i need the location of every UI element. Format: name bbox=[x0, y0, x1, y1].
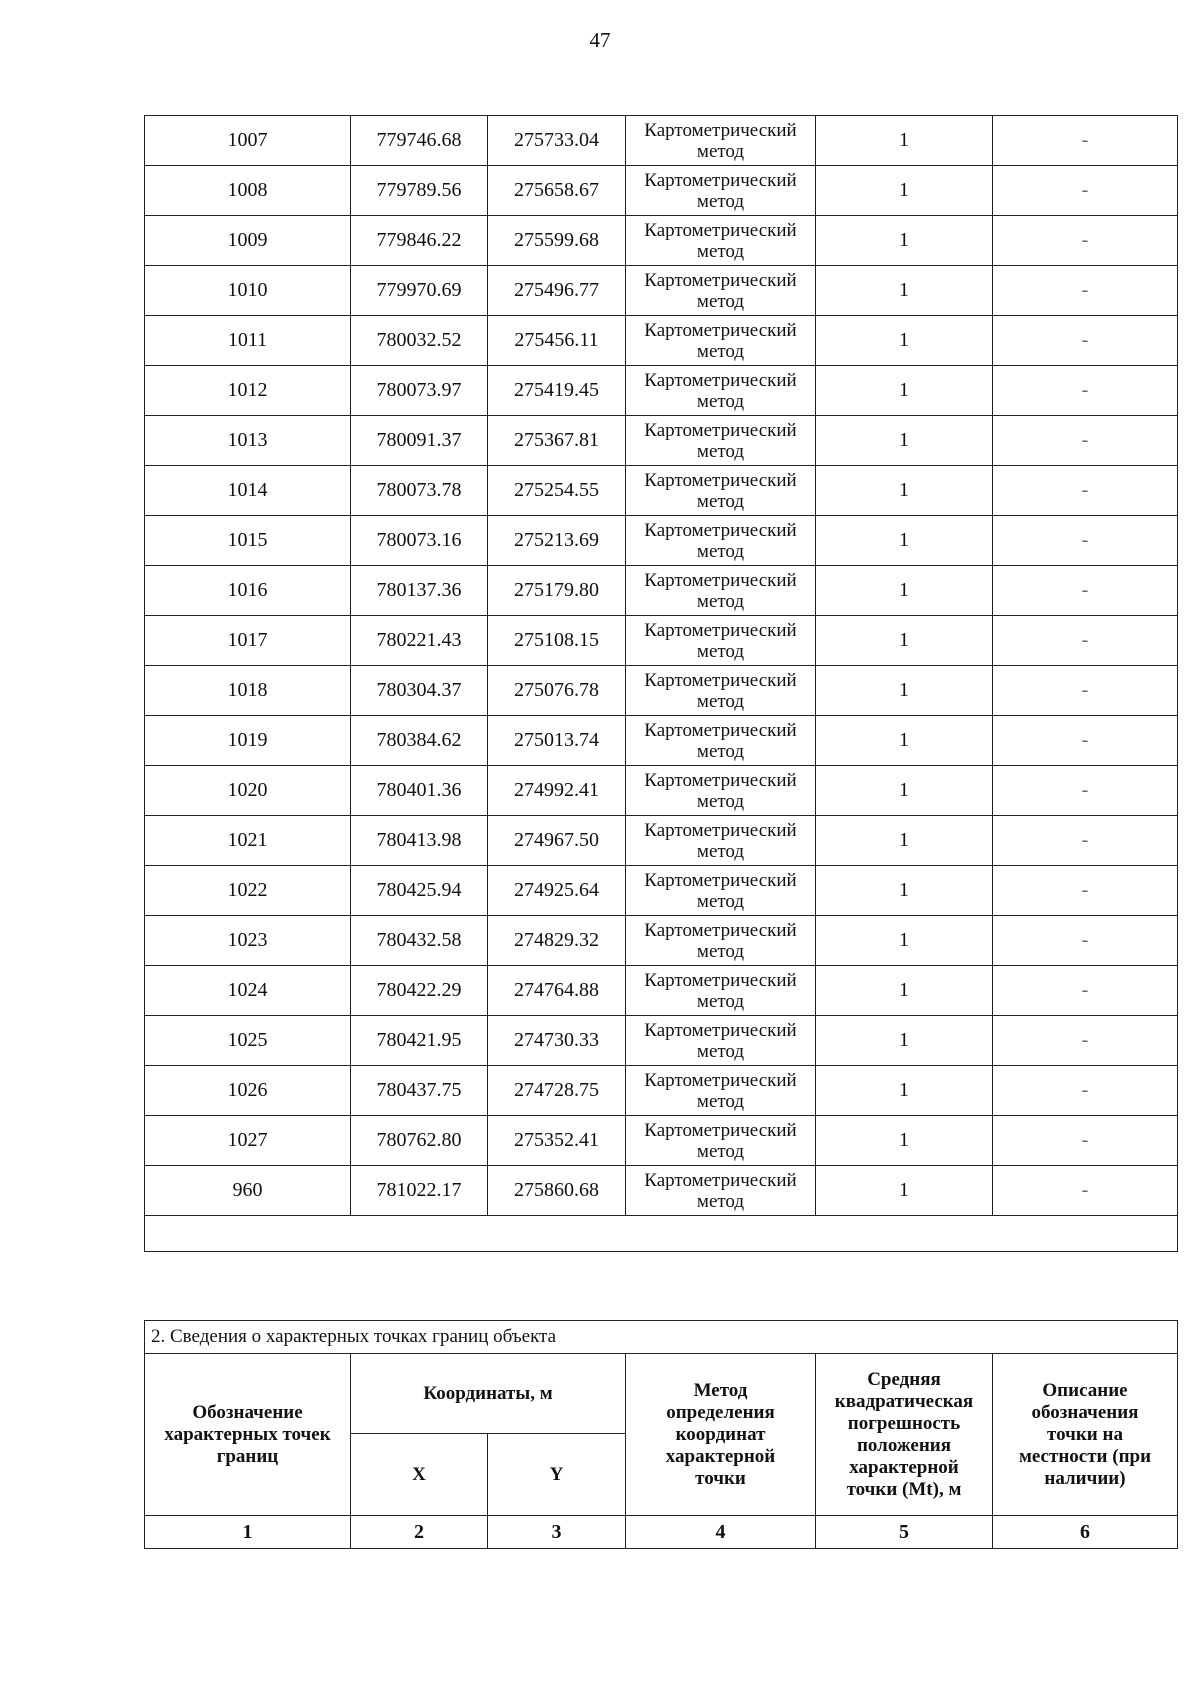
x-coordinate-cell: 779846.22 bbox=[351, 216, 488, 266]
x-coordinate-cell: 780422.29 bbox=[351, 966, 488, 1016]
y-coordinate-cell: 274829.32 bbox=[488, 916, 626, 966]
description-cell: - bbox=[993, 216, 1178, 266]
point-id-cell: 1019 bbox=[145, 716, 351, 766]
description-cell: - bbox=[993, 266, 1178, 316]
x-coordinate-cell: 779789.56 bbox=[351, 166, 488, 216]
method-cell: Картометрический метод bbox=[626, 616, 816, 666]
method-cell: Картометрический метод bbox=[626, 916, 816, 966]
y-coordinate-cell: 275496.77 bbox=[488, 266, 626, 316]
mean-error-cell: 1 bbox=[816, 366, 993, 416]
x-coordinate-cell: 780425.94 bbox=[351, 866, 488, 916]
mean-error-cell: 1 bbox=[816, 666, 993, 716]
table-row bbox=[145, 166, 1178, 216]
x-coordinate-cell: 779970.69 bbox=[351, 266, 488, 316]
x-coordinate-cell: 780437.75 bbox=[351, 1066, 488, 1116]
header-coordinates: Координаты, м bbox=[351, 1354, 626, 1434]
mean-error-cell: 1 bbox=[816, 266, 993, 316]
point-id-cell: 1024 bbox=[145, 966, 351, 1016]
point-id-cell: 960 bbox=[145, 1166, 351, 1216]
column-number: 3 bbox=[488, 1516, 626, 1549]
column-number: 1 bbox=[145, 1516, 351, 1549]
mean-error-cell: 1 bbox=[816, 916, 993, 966]
x-coordinate-cell: 780401.36 bbox=[351, 766, 488, 816]
method-cell: Картометрический метод bbox=[626, 216, 816, 266]
y-coordinate-cell: 275254.55 bbox=[488, 466, 626, 516]
x-coordinate-cell: 780421.95 bbox=[351, 1016, 488, 1066]
table-row bbox=[145, 816, 1178, 866]
mean-error-cell: 1 bbox=[816, 316, 993, 366]
column-number: 6 bbox=[993, 1516, 1178, 1549]
x-coordinate-cell: 780432.58 bbox=[351, 916, 488, 966]
y-coordinate-cell: 275013.74 bbox=[488, 716, 626, 766]
method-cell: Картометрический метод bbox=[626, 116, 816, 166]
table-row bbox=[145, 1166, 1178, 1216]
method-cell: Картометрический метод bbox=[626, 966, 816, 1016]
method-cell: Картометрический метод bbox=[626, 1116, 816, 1166]
y-coordinate-cell: 275733.04 bbox=[488, 116, 626, 166]
description-cell: - bbox=[993, 816, 1178, 866]
description-cell: - bbox=[993, 1016, 1178, 1066]
method-cell: Картометрический метод bbox=[626, 866, 816, 916]
header-x: X bbox=[351, 1434, 488, 1516]
column-number: 4 bbox=[626, 1516, 816, 1549]
method-cell: Картометрический метод bbox=[626, 316, 816, 366]
point-id-cell: 1010 bbox=[145, 266, 351, 316]
method-cell: Картометрический метод bbox=[626, 1066, 816, 1116]
description-cell: - bbox=[993, 416, 1178, 466]
y-coordinate-cell: 275179.80 bbox=[488, 566, 626, 616]
y-coordinate-cell: 274728.75 bbox=[488, 1066, 626, 1116]
table-row bbox=[145, 1066, 1178, 1116]
y-coordinate-cell: 275108.15 bbox=[488, 616, 626, 666]
description-cell: - bbox=[993, 916, 1178, 966]
y-coordinate-cell: 275456.11 bbox=[488, 316, 626, 366]
point-id-cell: 1009 bbox=[145, 216, 351, 266]
x-coordinate-cell: 781022.17 bbox=[351, 1166, 488, 1216]
x-coordinate-cell: 780032.52 bbox=[351, 316, 488, 366]
point-id-cell: 1020 bbox=[145, 766, 351, 816]
mean-error-cell: 1 bbox=[816, 1116, 993, 1166]
mean-error-cell: 1 bbox=[816, 766, 993, 816]
point-id-cell: 1016 bbox=[145, 566, 351, 616]
table-row bbox=[145, 1016, 1178, 1066]
x-coordinate-cell: 780384.62 bbox=[351, 716, 488, 766]
y-coordinate-cell: 275367.81 bbox=[488, 416, 626, 466]
method-cell: Картометрический метод bbox=[626, 416, 816, 466]
point-id-cell: 1012 bbox=[145, 366, 351, 416]
section2-caption: 2. Сведения о характерных точках границ объекта bbox=[145, 1321, 1178, 1354]
point-id-cell: 1011 bbox=[145, 316, 351, 366]
mean-error-cell: 1 bbox=[816, 1016, 993, 1066]
y-coordinate-cell: 274925.64 bbox=[488, 866, 626, 916]
x-coordinate-cell: 780073.78 bbox=[351, 466, 488, 516]
description-cell: - bbox=[993, 716, 1178, 766]
table-row bbox=[145, 766, 1178, 816]
table-row bbox=[145, 416, 1178, 466]
table-row bbox=[145, 116, 1178, 166]
description-cell: - bbox=[993, 1066, 1178, 1116]
y-coordinate-cell: 274967.50 bbox=[488, 816, 626, 866]
description-cell: - bbox=[993, 316, 1178, 366]
mean-error-cell: 1 bbox=[816, 116, 993, 166]
description-cell: - bbox=[993, 666, 1178, 716]
description-cell: - bbox=[993, 966, 1178, 1016]
method-cell: Картометрический метод bbox=[626, 366, 816, 416]
x-coordinate-cell: 780413.98 bbox=[351, 816, 488, 866]
mean-error-cell: 1 bbox=[816, 1066, 993, 1116]
mean-error-cell: 1 bbox=[816, 1166, 993, 1216]
description-cell: - bbox=[993, 566, 1178, 616]
description-cell: - bbox=[993, 466, 1178, 516]
point-id-cell: 1007 bbox=[145, 116, 351, 166]
table-row bbox=[145, 716, 1178, 766]
table-row bbox=[145, 1116, 1178, 1166]
y-coordinate-cell: 274764.88 bbox=[488, 966, 626, 1016]
point-id-cell: 1008 bbox=[145, 166, 351, 216]
section2-table bbox=[144, 1320, 1178, 1549]
y-coordinate-cell: 275658.67 bbox=[488, 166, 626, 216]
description-cell: - bbox=[993, 616, 1178, 666]
method-cell: Картометрический метод bbox=[626, 466, 816, 516]
y-coordinate-cell: 275213.69 bbox=[488, 516, 626, 566]
coordinates-table bbox=[144, 115, 1178, 1252]
mean-error-cell: 1 bbox=[816, 416, 993, 466]
point-id-cell: 1014 bbox=[145, 466, 351, 516]
x-coordinate-cell: 780304.37 bbox=[351, 666, 488, 716]
description-cell: - bbox=[993, 116, 1178, 166]
y-coordinate-cell: 274730.33 bbox=[488, 1016, 626, 1066]
page-number: 47 bbox=[589, 28, 611, 52]
table-row bbox=[145, 866, 1178, 916]
method-cell: Картометрический метод bbox=[626, 816, 816, 866]
coordinates-table-body bbox=[145, 116, 1178, 1252]
point-id-cell: 1027 bbox=[145, 1116, 351, 1166]
point-id-cell: 1023 bbox=[145, 916, 351, 966]
x-coordinate-cell: 779746.68 bbox=[351, 116, 488, 166]
table-row bbox=[145, 616, 1178, 666]
x-coordinate-cell: 780762.80 bbox=[351, 1116, 488, 1166]
method-cell: Картометрический метод bbox=[626, 716, 816, 766]
description-cell: - bbox=[993, 1166, 1178, 1216]
description-cell: - bbox=[993, 366, 1178, 416]
point-id-cell: 1013 bbox=[145, 416, 351, 466]
method-cell: Картометрический метод bbox=[626, 166, 816, 216]
mean-error-cell: 1 bbox=[816, 816, 993, 866]
mean-error-cell: 1 bbox=[816, 966, 993, 1016]
method-cell: Картометрический метод bbox=[626, 566, 816, 616]
method-cell: Картометрический метод bbox=[626, 266, 816, 316]
mean-error-cell: 1 bbox=[816, 716, 993, 766]
table-row bbox=[145, 966, 1178, 1016]
table-row bbox=[145, 316, 1178, 366]
method-cell: Картометрический метод bbox=[626, 1166, 816, 1216]
method-cell: Картометрический метод bbox=[626, 1016, 816, 1066]
x-coordinate-cell: 780073.97 bbox=[351, 366, 488, 416]
table-row bbox=[145, 366, 1178, 416]
method-cell: Картометрический метод bbox=[626, 516, 816, 566]
table-row bbox=[145, 216, 1178, 266]
mean-error-cell: 1 bbox=[816, 566, 993, 616]
header-mean-error: Средняя квадратическая погрешность положения характерной точки (Mt), м bbox=[816, 1354, 993, 1516]
header-y: Y bbox=[488, 1434, 626, 1516]
header-point-designation: Обозначение характерных точек границ bbox=[145, 1354, 351, 1516]
empty-row bbox=[145, 1216, 1178, 1252]
table-row bbox=[145, 466, 1178, 516]
x-coordinate-cell: 780073.16 bbox=[351, 516, 488, 566]
point-id-cell: 1022 bbox=[145, 866, 351, 916]
mean-error-cell: 1 bbox=[816, 516, 993, 566]
column-number: 5 bbox=[816, 1516, 993, 1549]
y-coordinate-cell: 275352.41 bbox=[488, 1116, 626, 1166]
table-row bbox=[145, 566, 1178, 616]
header-description: Описание обозначения точки на местности (при наличии) bbox=[993, 1354, 1178, 1516]
table-row bbox=[145, 516, 1178, 566]
mean-error-cell: 1 bbox=[816, 216, 993, 266]
method-cell: Картометрический метод bbox=[626, 666, 816, 716]
table-row bbox=[145, 666, 1178, 716]
table-row bbox=[145, 266, 1178, 316]
mean-error-cell: 1 bbox=[816, 466, 993, 516]
description-cell: - bbox=[993, 766, 1178, 816]
description-cell: - bbox=[993, 166, 1178, 216]
y-coordinate-cell: 274992.41 bbox=[488, 766, 626, 816]
point-id-cell: 1017 bbox=[145, 616, 351, 666]
mean-error-cell: 1 bbox=[816, 616, 993, 666]
description-cell: - bbox=[993, 1116, 1178, 1166]
point-id-cell: 1025 bbox=[145, 1016, 351, 1066]
description-cell: - bbox=[993, 866, 1178, 916]
y-coordinate-cell: 275419.45 bbox=[488, 366, 626, 416]
mean-error-cell: 1 bbox=[816, 166, 993, 216]
point-id-cell: 1018 bbox=[145, 666, 351, 716]
method-cell: Картометрический метод bbox=[626, 766, 816, 816]
point-id-cell: 1021 bbox=[145, 816, 351, 866]
mean-error-cell: 1 bbox=[816, 866, 993, 916]
x-coordinate-cell: 780221.43 bbox=[351, 616, 488, 666]
x-coordinate-cell: 780137.36 bbox=[351, 566, 488, 616]
table-row bbox=[145, 916, 1178, 966]
point-id-cell: 1026 bbox=[145, 1066, 351, 1116]
empty-cell bbox=[145, 1216, 1178, 1252]
column-number: 2 bbox=[351, 1516, 488, 1549]
x-coordinate-cell: 780091.37 bbox=[351, 416, 488, 466]
header-method: Метод определения координат характерной точки bbox=[626, 1354, 816, 1516]
y-coordinate-cell: 275599.68 bbox=[488, 216, 626, 266]
point-id-cell: 1015 bbox=[145, 516, 351, 566]
y-coordinate-cell: 275076.78 bbox=[488, 666, 626, 716]
y-coordinate-cell: 275860.68 bbox=[488, 1166, 626, 1216]
description-cell: - bbox=[993, 516, 1178, 566]
